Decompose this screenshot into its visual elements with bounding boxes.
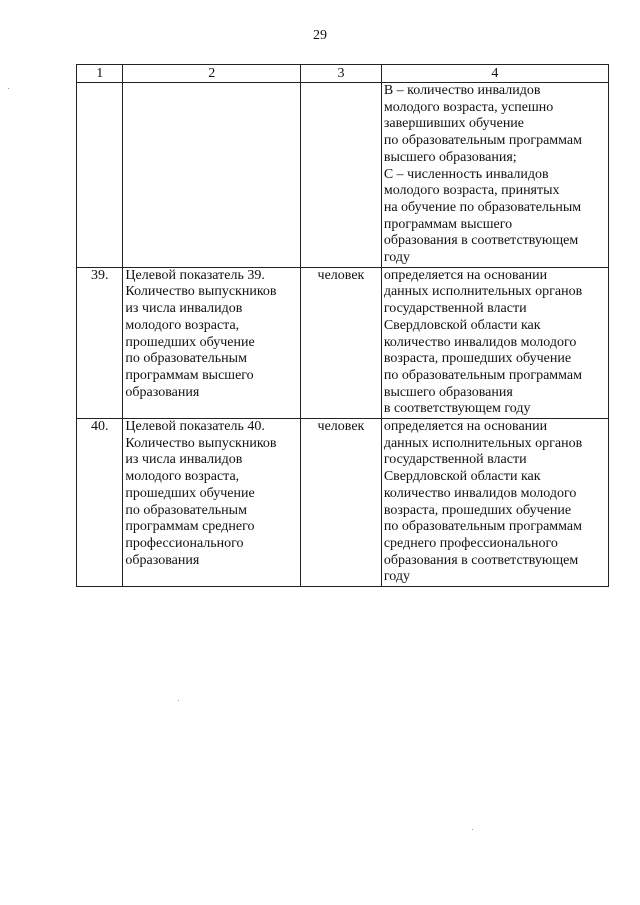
method-line: данных исполнительных органов [383, 284, 583, 300]
method-line: образования в соответствующем [383, 552, 579, 568]
method-line: молодого возраста, принятых [383, 183, 560, 199]
unit-cell: человек [301, 419, 382, 587]
unit-cell [301, 83, 382, 268]
column-header-1: 1 [77, 65, 123, 83]
indicator-name-line: молодого возраста, [125, 317, 240, 333]
method-line: количество инвалидов молодого [383, 334, 577, 350]
method-line: Свердловской области как [383, 469, 541, 485]
table-row [77, 83, 609, 268]
indicator-name-line: из числа инвалидов [125, 301, 243, 317]
method-line: высшего образования; [383, 149, 517, 165]
indicator-name-cell [123, 83, 301, 268]
indicator-name-line: по образовательным [125, 351, 247, 367]
method-line: определяется на основании [383, 419, 548, 435]
indicator-name-line: молодого возраста, [125, 469, 240, 485]
method-line: году [383, 250, 410, 266]
indicator-name-line: Количество выпускников [125, 435, 277, 451]
scan-speck [472, 829, 473, 830]
column-header-2: 2 [123, 65, 301, 83]
method-cell [381, 267, 608, 418]
method-line: высшего образования [383, 384, 513, 400]
method-line: в соответствующем году [383, 401, 531, 417]
method-line: завершивших обучение [383, 116, 525, 132]
method-line: возраста, прошедших обучение [383, 502, 572, 518]
indicator-name-line: прошедших обучение [125, 485, 255, 501]
column-header-3: 3 [301, 65, 382, 83]
scan-speck [178, 700, 179, 701]
method-line: возраста, прошедших обучение [383, 351, 572, 367]
method-line: молодого возраста, успешно [383, 99, 554, 115]
indicator-name-cell [123, 419, 301, 587]
method-line: по образовательным программам [383, 133, 582, 149]
indicators-table [76, 64, 609, 587]
method-line: данных исполнительных органов [383, 435, 583, 451]
indicator-name-line: прошедших обучение [125, 334, 255, 350]
method-line: по образовательным программам [383, 519, 582, 535]
table-body [77, 83, 609, 587]
indicator-name-line: Количество выпускников [125, 284, 277, 300]
indicator-name-line: программам среднего [125, 519, 255, 535]
method-line: среднего профессионального [383, 535, 558, 551]
row-number-cell [77, 83, 123, 268]
indicator-name-line: Целевой показатель 39. [125, 267, 265, 283]
unit-cell: человек [301, 267, 382, 418]
method-line: году [383, 569, 410, 585]
page-number: 29 [313, 28, 327, 43]
indicator-name-line: образования [125, 384, 200, 400]
method-line: программам высшего [383, 216, 513, 232]
indicator-name-line: программам высшего [125, 367, 254, 383]
row-number-cell: 40. [77, 419, 123, 587]
method-line: по образовательным программам [383, 367, 582, 383]
indicator-name-line: Целевой показатель 40. [125, 419, 265, 435]
method-line: образования в соответствующем [383, 233, 579, 249]
scan-speck [8, 88, 9, 89]
indicator-name-line: профессионального [125, 535, 244, 551]
method-line: на обучение по образовательным [383, 199, 582, 215]
indicator-name-line: из числа инвалидов [125, 452, 243, 468]
method-cell [381, 419, 608, 587]
row-number-cell: 39. [77, 267, 123, 418]
indicator-name-cell [123, 267, 301, 418]
method-line: количество инвалидов молодого [383, 485, 577, 501]
table-row [77, 267, 609, 418]
table-row [77, 419, 609, 587]
method-cell [381, 83, 608, 268]
indicator-name-line: по образовательным [125, 502, 247, 518]
column-header-4: 4 [381, 65, 608, 83]
method-line: В – количество инвалидов [383, 83, 541, 98]
method-line: Свердловской области как [383, 317, 541, 333]
method-line: государственной власти [383, 452, 527, 468]
method-line: определяется на основании [383, 267, 548, 283]
indicator-name-line: образования [125, 552, 200, 568]
method-line: С – численность инвалидов [383, 166, 549, 182]
table-header-row [77, 65, 609, 83]
method-line: государственной власти [383, 301, 527, 317]
